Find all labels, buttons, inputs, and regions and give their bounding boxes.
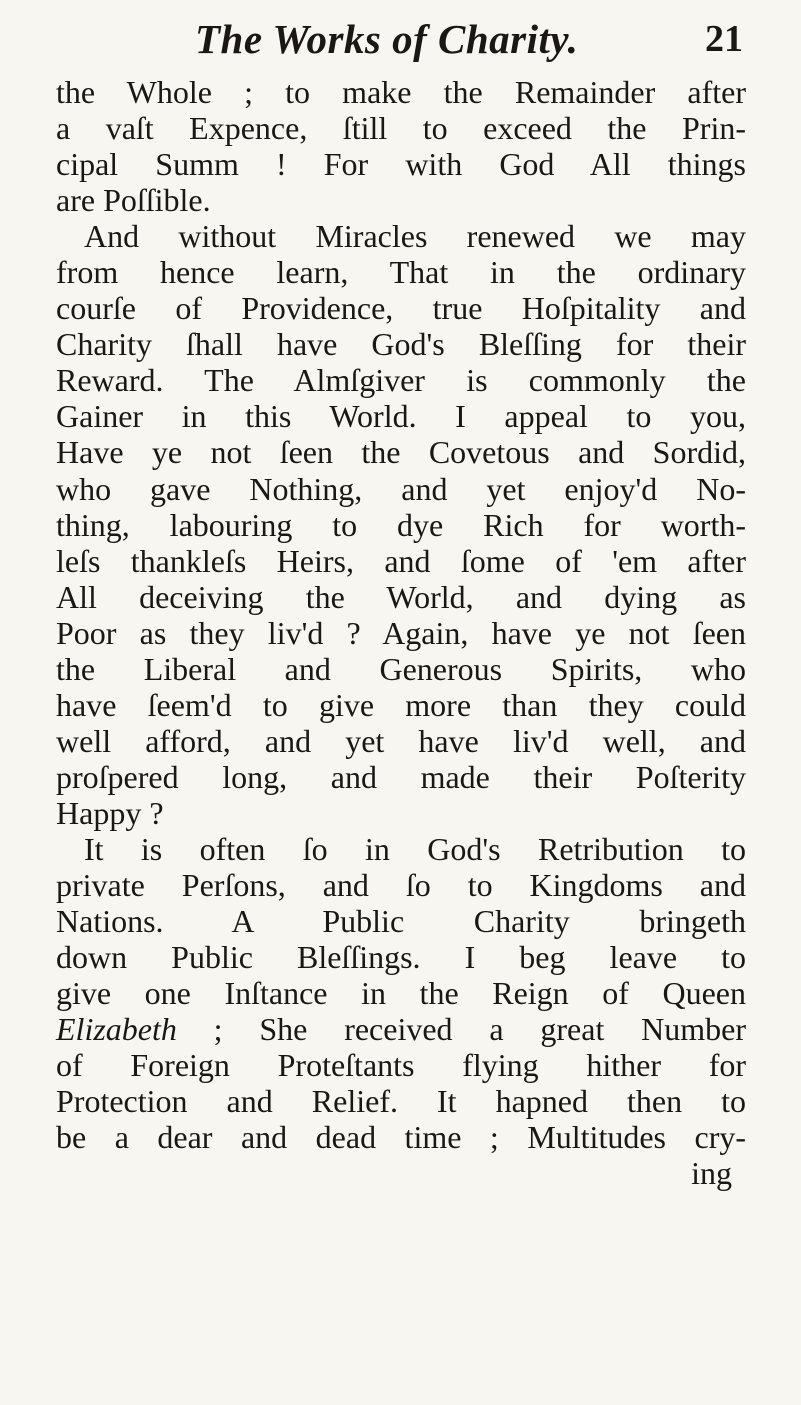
text-line: Poor as they liv'd ? Again, have ye not ſeen — [56, 614, 746, 651]
text-line: All deceiving the World, and dying as — [56, 578, 746, 615]
text-line: are Poſſible. — [56, 182, 211, 219]
text-line: the Liberal and Generous Spirits, who — [56, 650, 746, 687]
text-line: down Public Bleſſings. I beg leave to — [56, 939, 746, 976]
text-line: have ſeem'd to give more than they could — [56, 686, 746, 723]
text-line: Protection and Relief. It hapned then to — [56, 1083, 746, 1120]
text-line: who gave Nothing, and yet enjoy'd No- — [56, 470, 746, 507]
text-line: well afford, and yet have liv'd well, and — [56, 722, 746, 759]
text-line: give one Inſtance in the Reign of Queen — [56, 975, 746, 1012]
text-line: courſe of Providence, true Hoſpitality and — [56, 290, 746, 327]
page-number: 21 — [705, 18, 743, 60]
text-line: Charity ſhall have God's Bleſſing for their — [56, 326, 746, 363]
page-header — [55, 10, 743, 68]
text-line: be a dear and dead time ; Multitudes cry- — [56, 1119, 746, 1156]
text-line: private Perſons, and ſo to Kingdoms and — [56, 867, 746, 904]
text-line: a vaſt Expence, ſtill to exceed the Prin- — [56, 110, 746, 147]
text-line: leſs thankleſs Heirs, and ſome of 'em after — [56, 542, 746, 579]
text-line: Nations. A Public Charity bringeth — [56, 903, 746, 940]
text-line: Elizabeth ; She received a great Number — [56, 1011, 746, 1048]
text-line: Gainer in this World. I appeal to you, — [56, 398, 746, 435]
catchword: ing — [691, 1155, 732, 1192]
text-line: thing, labouring to dye Rich for worth- — [56, 506, 746, 543]
text-line: from hence learn, That in the ordinary — [56, 254, 746, 291]
body-text — [56, 74, 746, 1191]
text-line: Have ye not ſeen the Covetous and Sordid, — [56, 434, 746, 471]
italic-name: Elizabeth — [56, 1011, 177, 1048]
text-line: Happy ? — [56, 794, 164, 831]
text-line: of Foreign Proteſtants flying hither for — [56, 1047, 746, 1084]
text-line: It is often ſo in God's Retribution to — [84, 830, 746, 867]
text-line: And without Miracles renewed we may — [84, 218, 746, 255]
running-title: The Works of Charity. — [195, 16, 579, 62]
text-line: cipal Summ ! For with God All things — [56, 146, 746, 183]
text-line: proſpered long, and made their Poſterity — [56, 758, 746, 795]
text-line: the Whole ; to make the Remainder after — [56, 74, 746, 110]
text-line: Reward. The Almſgiver is commonly the — [56, 362, 746, 399]
